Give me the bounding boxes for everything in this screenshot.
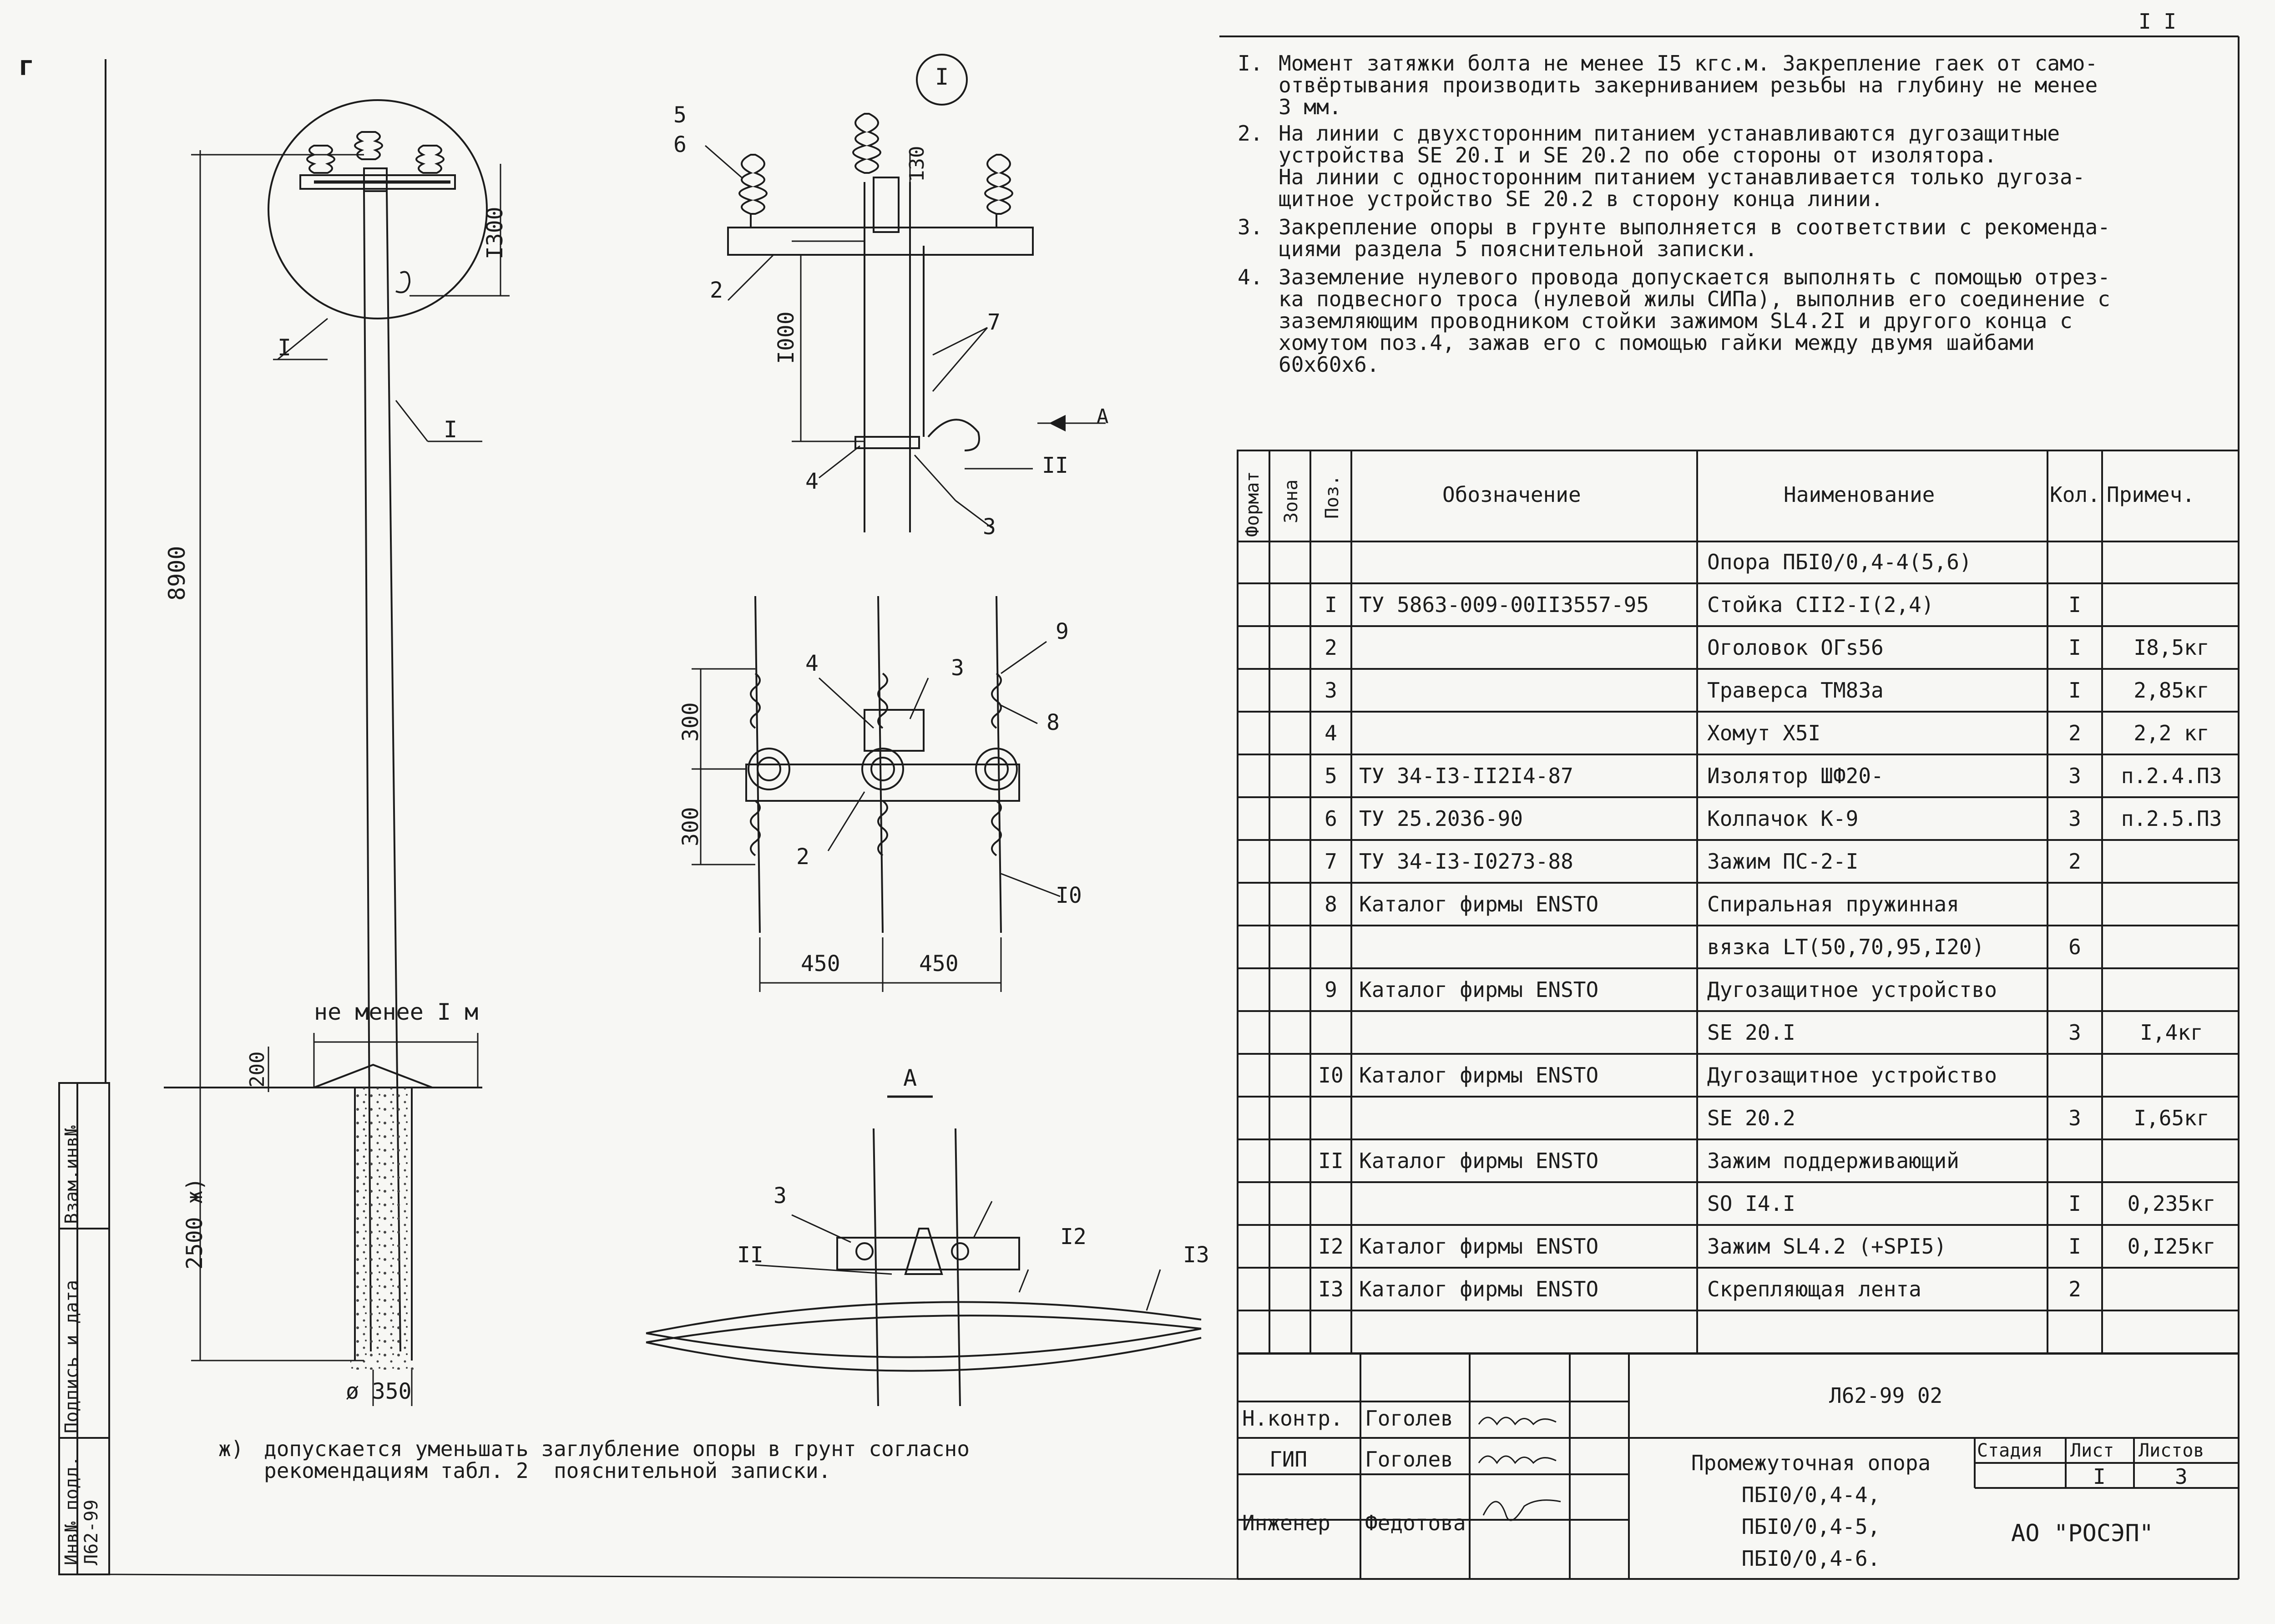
table-cell-qty: I	[2068, 592, 2081, 617]
sheet-number-top: I I	[2138, 9, 2177, 34]
side-inv-label: Инв№ подл.	[61, 1456, 82, 1565]
table-cell-note: I8,5кг	[2133, 635, 2209, 660]
header-pos: Поз.	[1322, 475, 1343, 519]
table-cell-designation: ТУ 25.2036-90	[1359, 806, 1523, 831]
table-cell-pos: I	[1325, 592, 1337, 617]
table-cell-note: п.2.4.ПЗ	[2121, 764, 2222, 788]
table-cell-name: SE 20.2	[1707, 1106, 1795, 1130]
table-cell-designation: ТУ 34-I3-I0273-88	[1359, 849, 1573, 874]
table-cell-note: 0,235кг	[2127, 1191, 2216, 1216]
notes-block	[1238, 52, 2110, 375]
table-row	[1238, 584, 2239, 627]
note-3	[1238, 216, 2110, 260]
table-cell-name: вязка LT(50,70,95,I20)	[1707, 935, 1985, 959]
signatures	[1474, 1406, 1565, 1533]
side-inv-value: Л62-99	[81, 1499, 102, 1565]
doc-code: Л62-99 02	[1829, 1383, 1943, 1408]
note-line: отвёртывания производить закерниванием резьбы на глубину не менее	[1279, 73, 2098, 97]
table-row	[1238, 1140, 2239, 1183]
table-cell-note: 2,85кг	[2133, 678, 2209, 703]
table-cell-pos: 6	[1325, 806, 1337, 831]
table-row	[1238, 1012, 2239, 1055]
table-cell-pos: 7	[1325, 849, 1337, 874]
footnote-line: рекомендациям табл. 2 пояснительной записки.	[264, 1458, 831, 1483]
table-row	[1238, 926, 2239, 969]
pos-11-label: II	[1042, 453, 1068, 478]
pos-6-label: 6	[673, 132, 687, 157]
pos-7-label: 7	[987, 309, 1001, 335]
table-row	[1238, 798, 2239, 841]
table-cell-name: Дугозащитное устройство	[1707, 977, 1997, 1002]
dim-diameter: ø 350	[346, 1379, 412, 1404]
table-cell-pos: 8	[1325, 892, 1337, 916]
title-line: Промежуточная опора	[1691, 1451, 1931, 1475]
view-A	[646, 1097, 1201, 1406]
note-line: ка подвесного троса (нулевой жилы СИПа), выполнив его соединение с	[1279, 287, 2110, 311]
table-cell-name: Хомут Х5I	[1707, 721, 1821, 745]
table-row	[1238, 627, 2239, 670]
table-cell-qty: I	[2068, 635, 2081, 660]
table-cell-note: I,4кг	[2140, 1020, 2203, 1045]
table-cell-designation: Каталог фирмы ENSTO	[1359, 977, 1599, 1002]
table-cell-designation: Каталог фирмы ENSTO	[1359, 892, 1599, 916]
table-cell-name: SO I4.I	[1707, 1191, 1795, 1216]
name-nkontr: Гоголев	[1365, 1406, 1453, 1431]
note-body	[1279, 52, 2098, 118]
table-row	[1238, 755, 2239, 798]
plan-dim-300b: 300	[678, 807, 703, 846]
header-format: Формат	[1242, 471, 1263, 537]
callout-I-circle: I	[278, 334, 292, 361]
dim-top: I300	[482, 207, 508, 259]
corner-mark: г	[18, 50, 35, 82]
dim-mound: 200	[246, 1051, 269, 1088]
note-line: хомутом поз.4, зажав его с помощью гайки между двумя шайбами	[1279, 330, 2035, 355]
note-number: 2.	[1238, 121, 1263, 146]
table-row	[1238, 541, 2239, 584]
note-number: I.	[1238, 51, 1263, 76]
role-nkontr: Н.контр.	[1242, 1406, 1343, 1431]
table-cell-qty: 3	[2068, 1020, 2081, 1045]
note-line: заземляющим проводником стойки зажимом SL4.2I и другого конца с	[1279, 309, 2073, 333]
side-vzam-label: Взам.инв№	[61, 1125, 82, 1224]
table-cell-note: 0,I25кг	[2127, 1234, 2216, 1259]
table-row	[1238, 713, 2239, 755]
table-cell-note: 2,2 кг	[2133, 721, 2209, 745]
title-line: ПБI0/0,4-6.	[1741, 1546, 1881, 1571]
table-cell-pos: 5	[1325, 764, 1337, 788]
pos-3-label: 3	[983, 514, 996, 540]
table-cell-designation: Каталог фирмы ENSTO	[1359, 1148, 1599, 1173]
table-cell-name: Оголовок ОГs56	[1707, 635, 1884, 660]
table-cell-name: Стойка СII2-I(2,4)	[1707, 592, 1934, 617]
plan-pos-8: 8	[1046, 710, 1060, 735]
header-note: Примеч.	[2107, 482, 2195, 507]
sheets-value: 3	[2175, 1464, 2188, 1489]
viewA-pos-11: II	[737, 1242, 763, 1268]
note-line: Закрепление опоры в грунте выполняется в соответствии с рекоменда-	[1279, 215, 2110, 239]
sheets-label: Листов	[2138, 1440, 2204, 1461]
table-cell-pos: 2	[1325, 635, 1337, 660]
detail-dim-130: 130	[905, 146, 929, 182]
table-row	[1238, 884, 2239, 926]
table-row	[1238, 969, 2239, 1012]
table-cell-pos: 9	[1325, 977, 1337, 1002]
sheet-label: Лист	[2070, 1440, 2114, 1461]
table-cell-name: Скрепляющая лента	[1707, 1277, 1921, 1301]
table-cell-pos: 3	[1325, 678, 1337, 703]
table-cell-name: Спиральная пружинная	[1707, 892, 1959, 916]
note-2	[1238, 122, 2110, 210]
table-cell-qty: 2	[2068, 1277, 2081, 1301]
viewA-pos-13: I3	[1183, 1242, 1209, 1268]
plan-pos-9: 9	[1056, 619, 1069, 644]
note-line: устройства SE 20.I и SE 20.2 по обе стороны от изолятора.	[1279, 143, 1997, 167]
table-cell-qty: I	[2068, 1191, 2081, 1216]
footnote	[218, 1438, 970, 1482]
callout-I-pole: I	[444, 416, 458, 443]
table-row	[1238, 670, 2239, 713]
table-cell-qty: 6	[2068, 935, 2081, 959]
table-cell-pos: 4	[1325, 721, 1337, 745]
table-cell-name: Изолятор ШФ20-	[1707, 764, 1884, 788]
title-line: ПБI0/0,4-5,	[1741, 1514, 1881, 1539]
footnote-body	[264, 1438, 970, 1482]
note-line: Заземление нулевого провода допускается выполнять с помощью отрез-	[1279, 265, 2110, 289]
table-cell-qty: I	[2068, 1234, 2081, 1259]
table-row	[1238, 1311, 2239, 1354]
footnote-line: допускается уменьшать заглубление опоры в грунт согласно	[264, 1437, 970, 1461]
note-line: щитное устройство SE 20.2 в сторону конца линии.	[1279, 187, 1884, 211]
table-cell-note: п.2.5.ПЗ	[2121, 806, 2222, 831]
plan-pos-10: I0	[1056, 883, 1082, 908]
table-row	[1238, 841, 2239, 884]
side-sign-label: Подпись и дата	[61, 1280, 82, 1433]
table-cell-name: SE 20.I	[1707, 1020, 1795, 1045]
title-line: ПБI0/0,4-4,	[1741, 1482, 1881, 1507]
plan-view	[692, 596, 1060, 992]
table-cell-name: Опора ПБI0/0,4-4(5,6)	[1707, 550, 1972, 574]
table-cell-pos: II	[1318, 1148, 1344, 1173]
table-cell-qty: 3	[2068, 1106, 2081, 1130]
header-name: Наименование	[1784, 482, 1935, 507]
note-1	[1238, 52, 2110, 118]
detail-I-title: I	[935, 64, 949, 90]
table-cell-name: Зажим поддерживающий	[1707, 1148, 1959, 1173]
detail-dim-1000: I000	[774, 311, 799, 364]
arrow-A-label: A	[1097, 405, 1109, 428]
note-line: 3 мм.	[1279, 95, 1342, 119]
note-body	[1279, 266, 2110, 375]
note-line: На линии с односторонним питанием устанавливается только дугоза-	[1279, 165, 2085, 189]
viewA-pos-3: 3	[774, 1183, 787, 1209]
note-line: Момент затяжки болта не менее I5 кгс.м. Закрепление гаек от само-	[1279, 51, 2098, 76]
table-row	[1238, 1098, 2239, 1140]
note-4	[1238, 266, 2110, 375]
table-cell-designation: Каталог фирмы ENSTO	[1359, 1234, 1599, 1259]
plan-pos-2: 2	[796, 844, 809, 870]
sheet-value: I	[2093, 1464, 2106, 1489]
stage-label: Стадия	[1977, 1440, 2043, 1461]
note-number: 4.	[1238, 265, 1263, 289]
table-cell-designation: ТУ 5863-009-00II3557-95	[1359, 592, 1649, 617]
plan-dim-450a: 450	[801, 951, 840, 976]
pos-4-label: 4	[805, 469, 819, 494]
plan-pos-3: 3	[951, 655, 964, 681]
table-cell-qty: 3	[2068, 806, 2081, 831]
table-cell-designation: Каталог фирмы ENSTO	[1359, 1277, 1599, 1301]
not-less-label: не менее I м	[314, 999, 479, 1025]
table-cell-pos: I0	[1318, 1063, 1344, 1088]
header-qty: Кол.	[2050, 482, 2100, 507]
note-body	[1279, 122, 2085, 210]
pos-5-label: 5	[673, 102, 687, 128]
table-cell-name: Зажим ПС-2-I	[1707, 849, 1859, 874]
header-zone: Зона	[1281, 479, 1302, 523]
org-name: АО "РОСЭП"	[2011, 1520, 2154, 1547]
table-cell-qty: 3	[2068, 764, 2081, 788]
note-line: 60х60х6.	[1279, 352, 1380, 377]
dim-depth: 2500 ж)	[182, 1177, 207, 1270]
table-cell-qty: 2	[2068, 849, 2081, 874]
table-row	[1238, 1269, 2239, 1311]
table-cell-note: I,65кг	[2133, 1106, 2209, 1130]
table-cell-name: Зажим SL4.2 (+SPI5)	[1707, 1234, 1947, 1259]
header-designation: Обозначение	[1442, 482, 1581, 507]
table-cell-designation: Каталог фирмы ENSTO	[1359, 1063, 1599, 1088]
main-pole-elevation	[164, 100, 510, 1406]
name-engineer: Федотова	[1365, 1511, 1466, 1535]
note-line: На линии с двухсторонним питанием устанавливаются дугозащитные	[1279, 121, 2060, 146]
note-line: циями раздела 5 пояснительной записки.	[1279, 237, 1758, 261]
table-cell-pos: I3	[1318, 1277, 1344, 1301]
table-cell-designation: ТУ 34-I3-II2I4-87	[1359, 764, 1573, 788]
note-body	[1279, 216, 2110, 260]
role-gip: ГИП	[1269, 1447, 1308, 1472]
table-cell-name: Дугозащитное устройство	[1707, 1063, 1997, 1088]
pos-2-label: 2	[710, 278, 723, 303]
role-engineer: Инженер	[1242, 1511, 1330, 1535]
dim-total: 8900	[164, 546, 190, 601]
footnote-mark: ж)	[218, 1437, 244, 1461]
table-row	[1238, 1183, 2239, 1226]
table-cell-name: Колпачок К-9	[1707, 806, 1859, 831]
table-cell-pos: I2	[1318, 1234, 1344, 1259]
plan-dim-300a: 300	[678, 702, 703, 742]
table-cell-qty: 2	[2068, 721, 2081, 745]
table-cell-qty: I	[2068, 678, 2081, 703]
plan-dim-450b: 450	[919, 951, 959, 976]
view-A-title: A	[903, 1065, 917, 1091]
title-text	[1665, 1447, 1956, 1574]
note-number: 3.	[1238, 215, 1263, 239]
name-gip: Гоголев	[1365, 1447, 1453, 1472]
viewA-pos-12: I2	[1060, 1224, 1087, 1250]
plan-pos-4: 4	[805, 651, 819, 676]
table-row	[1238, 1226, 2239, 1269]
table-cell-name: Траверса ТМ83а	[1707, 678, 1884, 703]
table-row	[1238, 1055, 2239, 1098]
